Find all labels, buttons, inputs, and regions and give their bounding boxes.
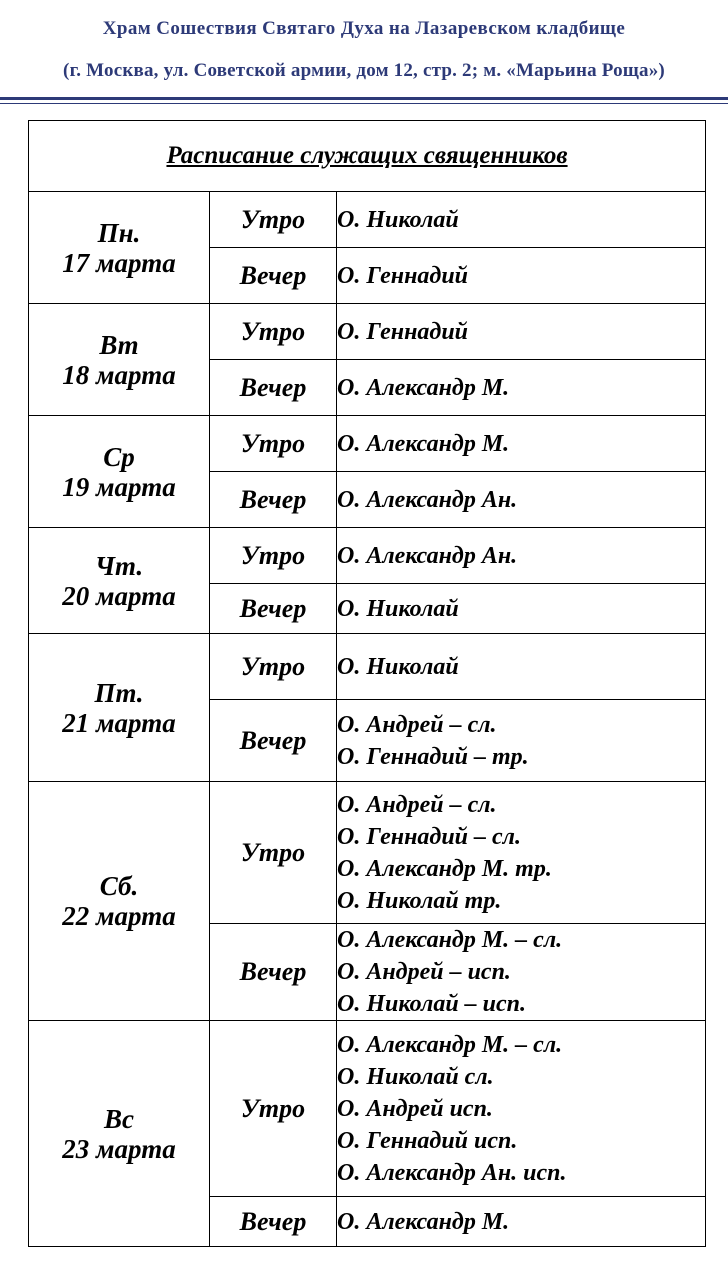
- schedule-row-morning: [29, 1021, 706, 1197]
- priest-name: О. Андрей – сл.: [337, 791, 497, 818]
- day-name: Чт.: [94, 550, 144, 581]
- priest-name: О. Николай: [337, 206, 459, 233]
- church-address: (г. Москва, ул. Советской армии, дом 12, стр. 2; м. «Марьина Роща»): [63, 60, 665, 81]
- time-label-morning: Утро: [210, 634, 337, 700]
- schedule-row-morning: [29, 634, 706, 700]
- time-label-evening: Вечер: [210, 584, 337, 634]
- page-header: [0, 0, 728, 100]
- priest-name: О. Николай – исп.: [337, 991, 527, 1017]
- day-name: Вс: [104, 1103, 134, 1134]
- schedule-row-morning: [29, 782, 706, 924]
- priest-name: О. Геннадий – сл.: [337, 823, 521, 850]
- priest-name: О. Геннадий: [337, 318, 469, 345]
- day-name: Пн.: [97, 217, 141, 248]
- day-date: 18 марта: [62, 359, 176, 390]
- day-cell: [29, 416, 210, 528]
- priest-name: О. Андрей – исп.: [337, 959, 511, 985]
- priest-name: О. Геннадий исп.: [337, 1127, 518, 1154]
- day-date: 21 марта: [62, 707, 176, 738]
- priest-name: О. Александр М.: [337, 1208, 510, 1235]
- header-rule: [0, 97, 728, 100]
- time-label-morning: Утро: [210, 528, 337, 584]
- schedule-title: Расписание служащих священников: [166, 142, 568, 169]
- priest-name: О. Геннадий: [337, 262, 469, 289]
- priest-name: О. Геннадий – тр.: [337, 743, 529, 770]
- priests-morning: [337, 528, 706, 584]
- priests-evening: [337, 584, 706, 634]
- day-date: 20 марта: [62, 580, 176, 611]
- priest-name: О. Александр Ан.: [337, 542, 518, 569]
- priests-evening: [337, 472, 706, 528]
- priests-evening: [337, 360, 706, 416]
- day-date: 17 марта: [62, 247, 176, 278]
- day-name: Пт.: [94, 677, 144, 708]
- schedule-title-cell: [29, 121, 706, 192]
- priest-name: О. Александр М. – сл.: [337, 927, 563, 953]
- day-date: 22 марта: [62, 901, 176, 931]
- time-label-evening: Вечер: [210, 700, 337, 782]
- priest-name: О. Николай сл.: [337, 1063, 494, 1090]
- priest-name: О. Андрей исп.: [337, 1095, 493, 1122]
- priest-name: О. Александр М. – сл.: [337, 1031, 563, 1058]
- time-label-morning: Утро: [210, 782, 337, 924]
- priests-evening: [337, 1197, 706, 1247]
- priest-name: О. Александр М. тр.: [337, 855, 552, 882]
- priests-evening: [337, 248, 706, 304]
- time-label-morning: Утро: [210, 1021, 337, 1197]
- schedule-row-morning: [29, 304, 706, 360]
- time-label-evening: Вечер: [210, 1197, 337, 1247]
- priest-name: О. Николай: [337, 595, 459, 622]
- time-label-morning: Утро: [210, 304, 337, 360]
- schedule-row-morning: [29, 416, 706, 472]
- priest-name: О. Александр Ан.: [337, 486, 518, 513]
- time-label-morning: Утро: [210, 416, 337, 472]
- day-name: Вт: [99, 329, 139, 360]
- priests-evening: [337, 700, 706, 782]
- day-name: Сб.: [99, 871, 139, 901]
- day-cell: [29, 304, 210, 416]
- day-cell: [29, 192, 210, 304]
- priest-name: О. Александр М.: [337, 430, 510, 457]
- title-row: [29, 121, 706, 192]
- priests-morning: [337, 192, 706, 248]
- time-label-evening: Вечер: [210, 360, 337, 416]
- time-label-evening: Вечер: [210, 248, 337, 304]
- time-label-evening: Вечер: [210, 472, 337, 528]
- day-date: 23 марта: [62, 1133, 176, 1164]
- schedule-row-morning: [29, 528, 706, 584]
- priests-morning: [337, 782, 706, 924]
- schedule-row-morning: [29, 192, 706, 248]
- day-cell: [29, 782, 210, 1021]
- church-name: Храм Сошествия Святаго Духа на Лазаревском кладбище: [102, 18, 626, 39]
- priests-morning: [337, 416, 706, 472]
- priests-morning: [337, 304, 706, 360]
- day-cell: [29, 1021, 210, 1247]
- header-rule-thin: [0, 103, 728, 104]
- day-name: Ср: [103, 441, 135, 472]
- day-date: 19 марта: [62, 471, 176, 502]
- priests-morning: [337, 634, 706, 700]
- priest-name: О. Александр М.: [337, 374, 510, 401]
- priest-name: О. Александр Ан. исп.: [337, 1159, 567, 1186]
- day-cell: [29, 634, 210, 782]
- priest-name: О. Николай: [337, 653, 459, 680]
- time-label-morning: Утро: [210, 192, 337, 248]
- time-label-evening: Вечер: [210, 924, 337, 1021]
- day-cell: [29, 528, 210, 634]
- priest-name: О. Николай тр.: [337, 887, 502, 914]
- priest-name: О. Андрей – сл.: [337, 711, 497, 738]
- schedule-table: [28, 120, 706, 1247]
- priests-morning: [337, 1021, 706, 1197]
- priests-evening: [337, 924, 706, 1021]
